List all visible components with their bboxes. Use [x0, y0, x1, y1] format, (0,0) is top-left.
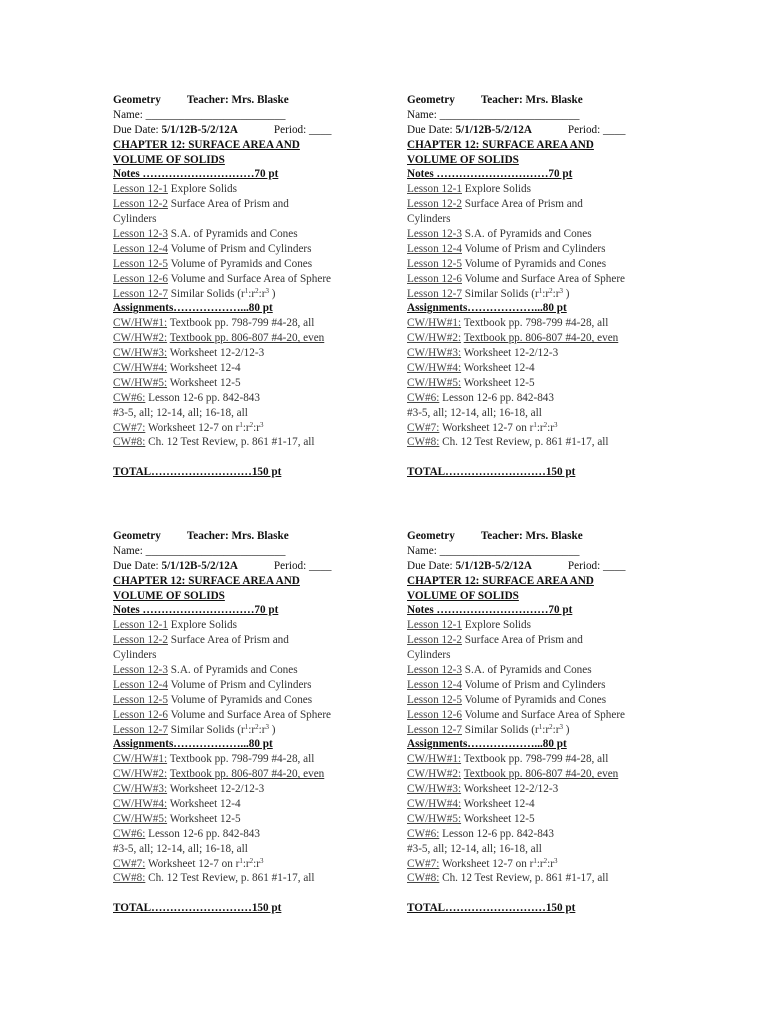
lesson-list: [407, 182, 662, 286]
assignment-link[interactable]: CW/HW#3:: [407, 783, 462, 796]
lesson-title: Volume and Surface Area of Sphere: [464, 272, 626, 285]
period: Period: ____: [273, 123, 332, 136]
due-date-line: [113, 123, 368, 138]
lesson-title: Surface Area of Prism and: [464, 634, 583, 647]
assignment-text: Worksheet 12-4: [169, 362, 241, 375]
lesson-item: [407, 618, 662, 633]
assignment-sheet-bottom-left: [113, 529, 368, 916]
assignment-link[interactable]: CW/HW#2:: [407, 332, 462, 345]
assignment-text: Textbook pp. 798-799 #4-28, all: [463, 753, 609, 766]
name-line: Name: _________________________: [407, 544, 580, 557]
teacher: Teacher: Mrs. Blaske: [480, 94, 583, 106]
lesson-link[interactable]: Lesson 12-2: [113, 634, 168, 647]
period: Period: ____: [567, 123, 626, 136]
lesson-item: [407, 272, 662, 287]
assignment-link[interactable]: CW#7:: [113, 857, 146, 870]
lesson-title: Cylinders: [113, 213, 157, 226]
subject: Geometry: [407, 530, 455, 542]
lesson-title: Volume of Prism and Cylinders: [464, 242, 606, 255]
lesson-item-7: [113, 287, 368, 302]
due-value: 5/1/12B-5/2/12A: [161, 123, 238, 136]
assignment-item: [407, 782, 662, 797]
lesson-link[interactable]: Lesson 12-1: [113, 183, 168, 196]
lesson-link[interactable]: Lesson 12-2: [407, 634, 462, 647]
assignment-text: Worksheet 12-2/12-3: [169, 347, 265, 360]
assignment-item: [113, 316, 368, 331]
assignment-text: Worksheet 12-5: [169, 376, 241, 389]
total-line: TOTAL………………………150 pt: [407, 902, 576, 915]
lesson-link[interactable]: Lesson 12-6: [407, 272, 462, 285]
assignment-item: [407, 331, 662, 346]
assignments-header: Assignments………………...80 pt: [113, 738, 273, 751]
lesson-item: [407, 633, 662, 648]
assignment-link[interactable]: CW#8:: [113, 872, 146, 885]
name-line: Name: _________________________: [113, 108, 286, 121]
total-line: TOTAL………………………150 pt: [113, 466, 282, 479]
assignment-item-cw8: [407, 871, 662, 886]
assignment-text: Worksheet 12-2/12-3: [169, 783, 265, 796]
assignment-link[interactable]: CW/HW#2:: [113, 332, 168, 345]
lesson-title: Volume and Surface Area of Sphere: [170, 708, 332, 721]
assignment-text: Textbook pp. 798-799 #4-28, all: [169, 753, 315, 766]
chapter-title-line2: VOLUME OF SOLIDS: [113, 153, 225, 166]
spacer: [113, 886, 368, 901]
assignment-item: [113, 752, 368, 767]
assignment-text: Worksheet 12-2/12-3: [463, 783, 559, 796]
subject: Geometry: [113, 94, 161, 106]
assignment-link[interactable]: CW/HW#4:: [113, 362, 168, 375]
lesson-list: [113, 618, 368, 722]
lesson-item: [113, 618, 368, 633]
lesson-title: Explore Solids: [170, 619, 237, 632]
assignment-list: [113, 752, 368, 856]
assignment-item: [113, 827, 368, 842]
assignment-item-cw8: [113, 435, 368, 450]
lesson-link[interactable]: Lesson 12-7: [113, 723, 168, 736]
lesson-link[interactable]: Lesson 12-5: [407, 257, 462, 270]
assignments-header: Assignments………………...80 pt: [407, 738, 567, 751]
lesson-link[interactable]: Lesson 12-7: [407, 287, 462, 300]
lesson-title: Volume and Surface Area of Sphere: [170, 272, 332, 285]
assignment-text: #3-5, all; 12-14, all; 16-18, all: [407, 406, 542, 419]
header-line: [407, 93, 662, 108]
assignment-text: Worksheet 12-2/12-3: [463, 347, 559, 360]
lesson-link[interactable]: Lesson 12-2: [113, 198, 168, 211]
header-line: [407, 529, 662, 544]
assignment-link[interactable]: CW#7:: [113, 421, 146, 434]
assignment-sheet-top-right: [407, 93, 662, 480]
lesson-link[interactable]: Lesson 12-4: [407, 678, 462, 691]
lesson-link[interactable]: Lesson 12-7: [113, 287, 168, 300]
notes-header: Notes …………………………70 pt: [113, 604, 279, 617]
lesson-list: [113, 182, 368, 286]
lesson-title: Surface Area of Prism and: [464, 198, 583, 211]
lesson-title: Explore Solids: [170, 183, 237, 196]
total-line: TOTAL………………………150 pt: [113, 902, 282, 915]
assignment-link[interactable]: CW/HW#5:: [407, 376, 462, 389]
due-date-line: [407, 559, 662, 574]
assignment-link[interactable]: CW/HW#3:: [113, 347, 168, 360]
lesson-title: S.A. of Pyramids and Cones: [170, 664, 298, 677]
lesson-title: Similar Solids ($r^1:r^2:r^3$ ): [170, 286, 276, 300]
assignment-item: [407, 346, 662, 361]
assignment-item: [407, 767, 662, 782]
assignment-item-cw8: [113, 871, 368, 886]
assignment-link[interactable]: CW/HW#2:: [113, 768, 168, 781]
lesson-item: [407, 257, 662, 272]
lesson-item: [113, 242, 368, 257]
assignment-text: Lesson 12-6 pp. 842-843: [148, 391, 260, 404]
assignment-text: Textbook pp. 806-807 #4-20, even: [169, 332, 325, 345]
lesson-title: Volume and Surface Area of Sphere: [464, 708, 626, 721]
chapter-title-line2: VOLUME OF SOLIDS: [407, 589, 519, 602]
spacer: [407, 886, 662, 901]
lesson-item: [407, 227, 662, 242]
lesson-title: S.A. of Pyramids and Cones: [464, 664, 592, 677]
assignment-link[interactable]: CW/HW#3:: [407, 347, 462, 360]
lesson-link[interactable]: Lesson 12-3: [113, 228, 168, 241]
lesson-link[interactable]: Lesson 12-6: [113, 708, 168, 721]
assignment-link[interactable]: CW#6:: [113, 391, 146, 404]
assignment-link[interactable]: CW/HW#1:: [407, 317, 462, 330]
lesson-title: Volume of Prism and Cylinders: [170, 242, 312, 255]
assignment-link[interactable]: CW#6:: [113, 827, 146, 840]
lesson-link[interactable]: Lesson 12-7: [407, 723, 462, 736]
assignment-item: [113, 391, 368, 406]
assignment-item: [407, 827, 662, 842]
lesson-title: Volume of Pyramids and Cones: [170, 257, 313, 270]
due-value: 5/1/12B-5/2/12A: [161, 559, 238, 572]
lesson-title: S.A. of Pyramids and Cones: [464, 228, 592, 241]
assignment-link[interactable]: CW/HW#1:: [113, 317, 168, 330]
lesson-item: [407, 648, 662, 663]
lesson-item: [113, 182, 368, 197]
lesson-link[interactable]: Lesson 12-6: [407, 708, 462, 721]
lesson-title: Similar Solids ($r^1:r^2:r^3$ ): [170, 722, 276, 736]
total-line: TOTAL………………………150 pt: [407, 466, 576, 479]
due-label: Due Date:: [113, 123, 159, 136]
lesson-link[interactable]: Lesson 12-5: [113, 693, 168, 706]
assignment-link[interactable]: CW#8:: [407, 872, 440, 885]
assignment-item: [407, 316, 662, 331]
subject: Geometry: [407, 94, 455, 106]
assignment-link[interactable]: CW#8:: [113, 436, 146, 449]
assignment-sheet-top-left: [113, 93, 368, 480]
chapter-title-line2: VOLUME OF SOLIDS: [113, 589, 225, 602]
assignment-item: [113, 331, 368, 346]
due-label: Due Date:: [113, 559, 159, 572]
chapter-title-line1: CHAPTER 12: SURFACE AREA AND: [113, 138, 300, 151]
assignment-item: [113, 361, 368, 376]
lesson-link[interactable]: Lesson 12-1: [407, 619, 462, 632]
assignment-item: [113, 376, 368, 391]
lesson-item: [407, 197, 662, 212]
assignment-text: Textbook pp. 798-799 #4-28, all: [169, 317, 315, 330]
assignment-text: Textbook pp. 798-799 #4-28, all: [463, 317, 609, 330]
lesson-link[interactable]: Lesson 12-5: [113, 257, 168, 270]
assignment-list: [113, 316, 368, 420]
assignment-link[interactable]: CW/HW#5:: [113, 376, 168, 389]
lesson-item: [113, 663, 368, 678]
lesson-title: Volume of Prism and Cylinders: [170, 678, 312, 691]
assignment-link[interactable]: CW/HW#5:: [113, 812, 168, 825]
chapter-title-line1: CHAPTER 12: SURFACE AREA AND: [113, 574, 300, 587]
assignment-link[interactable]: CW/HW#3:: [113, 783, 168, 796]
name-line: Name: _________________________: [407, 108, 580, 121]
assignment-item: [113, 406, 368, 421]
teacher: Teacher: Mrs. Blaske: [480, 530, 583, 542]
lesson-item: [407, 212, 662, 227]
lesson-item: [407, 182, 662, 197]
assignment-text: #3-5, all; 12-14, all; 16-18, all: [407, 842, 542, 855]
due-label: Due Date:: [407, 559, 453, 572]
assignment-text: Worksheet 12-4: [463, 362, 535, 375]
assignment-item: [407, 842, 662, 857]
assignment-item: [113, 346, 368, 361]
assignment-item: [407, 752, 662, 767]
assignment-link[interactable]: CW/HW#1:: [407, 753, 462, 766]
lesson-item: [407, 242, 662, 257]
chapter-title-line1: CHAPTER 12: SURFACE AREA AND: [407, 138, 594, 151]
assignment-link[interactable]: CW/HW#4:: [407, 798, 462, 811]
assignment-item: [407, 406, 662, 421]
lesson-link[interactable]: Lesson 12-4: [113, 242, 168, 255]
due-value: 5/1/12B-5/2/12A: [455, 559, 532, 572]
lesson-title: Similar Solids ($r^1:r^2:r^3$ ): [464, 286, 570, 300]
lesson-item: [113, 212, 368, 227]
assignment-text: Worksheet 12-7 on $r^1:r^2:r^3$: [147, 420, 264, 434]
assignment-text: #3-5, all; 12-14, all; 16-18, all: [113, 406, 248, 419]
assignment-text: Worksheet 12-4: [463, 798, 535, 811]
lesson-link[interactable]: Lesson 12-1: [407, 183, 462, 196]
assignment-item: [113, 797, 368, 812]
assignment-link[interactable]: CW#7:: [407, 421, 440, 434]
assignment-link[interactable]: CW/HW#1:: [113, 753, 168, 766]
lesson-title: Volume of Pyramids and Cones: [464, 693, 607, 706]
assignment-link[interactable]: CW#7:: [407, 857, 440, 870]
assignment-item: [407, 376, 662, 391]
assignment-text: Worksheet 12-7 on $r^1:r^2:r^3$: [147, 856, 264, 870]
assignment-item: [113, 812, 368, 827]
lesson-title: Similar Solids ($r^1:r^2:r^3$ ): [464, 722, 570, 736]
assignment-text: Lesson 12-6 pp. 842-843: [442, 827, 554, 840]
lesson-link[interactable]: Lesson 12-2: [407, 198, 462, 211]
period: Period: ____: [567, 559, 626, 572]
spacer: [113, 450, 368, 465]
assignment-text: #3-5, all; 12-14, all; 16-18, all: [113, 842, 248, 855]
assignment-link[interactable]: CW/HW#4:: [113, 798, 168, 811]
notes-header: Notes …………………………70 pt: [407, 604, 573, 617]
assignment-text: Textbook pp. 806-807 #4-20, even: [463, 768, 619, 781]
lesson-link[interactable]: Lesson 12-4: [113, 678, 168, 691]
assignment-item: [407, 361, 662, 376]
assignment-list: [407, 316, 662, 420]
subject: Geometry: [113, 530, 161, 542]
assignment-item: [407, 391, 662, 406]
lesson-item: [113, 272, 368, 287]
assignment-item: [113, 767, 368, 782]
lesson-link[interactable]: Lesson 12-4: [407, 242, 462, 255]
assignment-item-cw7: [407, 857, 662, 872]
lesson-item-7: [113, 723, 368, 738]
assignment-item-cw7: [407, 421, 662, 436]
period: Period: ____: [273, 559, 332, 572]
assignments-header: Assignments………………...80 pt: [407, 302, 567, 315]
assignment-text: Lesson 12-6 pp. 842-843: [442, 391, 554, 404]
lesson-item: [407, 678, 662, 693]
lesson-item: [113, 227, 368, 242]
notes-header: Notes …………………………70 pt: [407, 168, 573, 181]
assignment-item: [407, 797, 662, 812]
assignment-link[interactable]: CW/HW#5:: [407, 812, 462, 825]
lesson-item: [113, 633, 368, 648]
lesson-title: Volume of Prism and Cylinders: [464, 678, 606, 691]
lesson-link[interactable]: Lesson 12-3: [407, 664, 462, 677]
assignment-text: Worksheet 12-5: [463, 376, 535, 389]
due-value: 5/1/12B-5/2/12A: [455, 123, 532, 136]
lesson-title: S.A. of Pyramids and Cones: [170, 228, 298, 241]
assignment-text: Worksheet 12-5: [169, 812, 241, 825]
due-date-line: [113, 559, 368, 574]
assignment-link[interactable]: CW#8:: [407, 436, 440, 449]
lesson-item: [113, 648, 368, 663]
assignment-text: Lesson 12-6 pp. 842-843: [148, 827, 260, 840]
assignment-text: Textbook pp. 806-807 #4-20, even: [169, 768, 325, 781]
assignment-link[interactable]: CW#6:: [407, 391, 440, 404]
lesson-title: Explore Solids: [464, 183, 531, 196]
lesson-link[interactable]: Lesson 12-3: [407, 228, 462, 241]
assignment-text: Worksheet 12-7 on $r^1:r^2:r^3$: [441, 420, 558, 434]
assignment-list: [407, 752, 662, 856]
assignment-sheet-bottom-right: [407, 529, 662, 916]
assignment-text: Ch. 12 Test Review, p. 861 #1-17, all: [148, 872, 315, 885]
lesson-link[interactable]: Lesson 12-3: [113, 664, 168, 677]
teacher: Teacher: Mrs. Blaske: [186, 94, 289, 106]
header-line: [113, 529, 368, 544]
lesson-link[interactable]: Lesson 12-6: [113, 272, 168, 285]
name-line: Name: _________________________: [113, 544, 286, 557]
lesson-item: [113, 693, 368, 708]
lesson-title: Surface Area of Prism and: [170, 198, 289, 211]
assignment-link[interactable]: CW/HW#4:: [407, 362, 462, 375]
lesson-item-7: [407, 723, 662, 738]
lesson-title: Volume of Pyramids and Cones: [170, 693, 313, 706]
lesson-item: [113, 257, 368, 272]
lesson-title: Cylinders: [113, 649, 157, 662]
chapter-title-line2: VOLUME OF SOLIDS: [407, 153, 519, 166]
spacer: [407, 450, 662, 465]
lesson-item: [113, 678, 368, 693]
assignment-link[interactable]: CW/HW#2:: [407, 768, 462, 781]
lesson-title: Volume of Pyramids and Cones: [464, 257, 607, 270]
assignment-item-cw7: [113, 421, 368, 436]
lesson-title: Surface Area of Prism and: [170, 634, 289, 647]
notes-header: Notes …………………………70 pt: [113, 168, 279, 181]
lesson-title: Cylinders: [407, 213, 451, 226]
lesson-title: Explore Solids: [464, 619, 531, 632]
assignment-text: Ch. 12 Test Review, p. 861 #1-17, all: [442, 436, 609, 449]
assignment-text: Worksheet 12-5: [463, 812, 535, 825]
assignment-item: [113, 782, 368, 797]
lesson-item: [407, 663, 662, 678]
assignment-text: Ch. 12 Test Review, p. 861 #1-17, all: [148, 436, 315, 449]
chapter-title-line1: CHAPTER 12: SURFACE AREA AND: [407, 574, 594, 587]
lesson-item: [113, 197, 368, 212]
due-label: Due Date:: [407, 123, 453, 136]
assignment-item-cw8: [407, 435, 662, 450]
assignment-text: Ch. 12 Test Review, p. 861 #1-17, all: [442, 872, 609, 885]
assignments-header: Assignments………………...80 pt: [113, 302, 273, 315]
teacher: Teacher: Mrs. Blaske: [186, 530, 289, 542]
lesson-item-7: [407, 287, 662, 302]
assignment-text: Worksheet 12-7 on $r^1:r^2:r^3$: [441, 856, 558, 870]
assignment-item-cw7: [113, 857, 368, 872]
lesson-item: [407, 708, 662, 723]
assignment-link[interactable]: CW#6:: [407, 827, 440, 840]
assignment-item: [407, 812, 662, 827]
lesson-title: Cylinders: [407, 649, 451, 662]
assignment-text: Worksheet 12-4: [169, 798, 241, 811]
lesson-item: [407, 693, 662, 708]
assignment-item: [113, 842, 368, 857]
due-date-line: [407, 123, 662, 138]
lesson-list: [407, 618, 662, 722]
lesson-item: [113, 708, 368, 723]
lesson-link[interactable]: Lesson 12-5: [407, 693, 462, 706]
assignment-text: Textbook pp. 806-807 #4-20, even: [463, 332, 619, 345]
header-line: [113, 93, 368, 108]
lesson-link[interactable]: Lesson 12-1: [113, 619, 168, 632]
